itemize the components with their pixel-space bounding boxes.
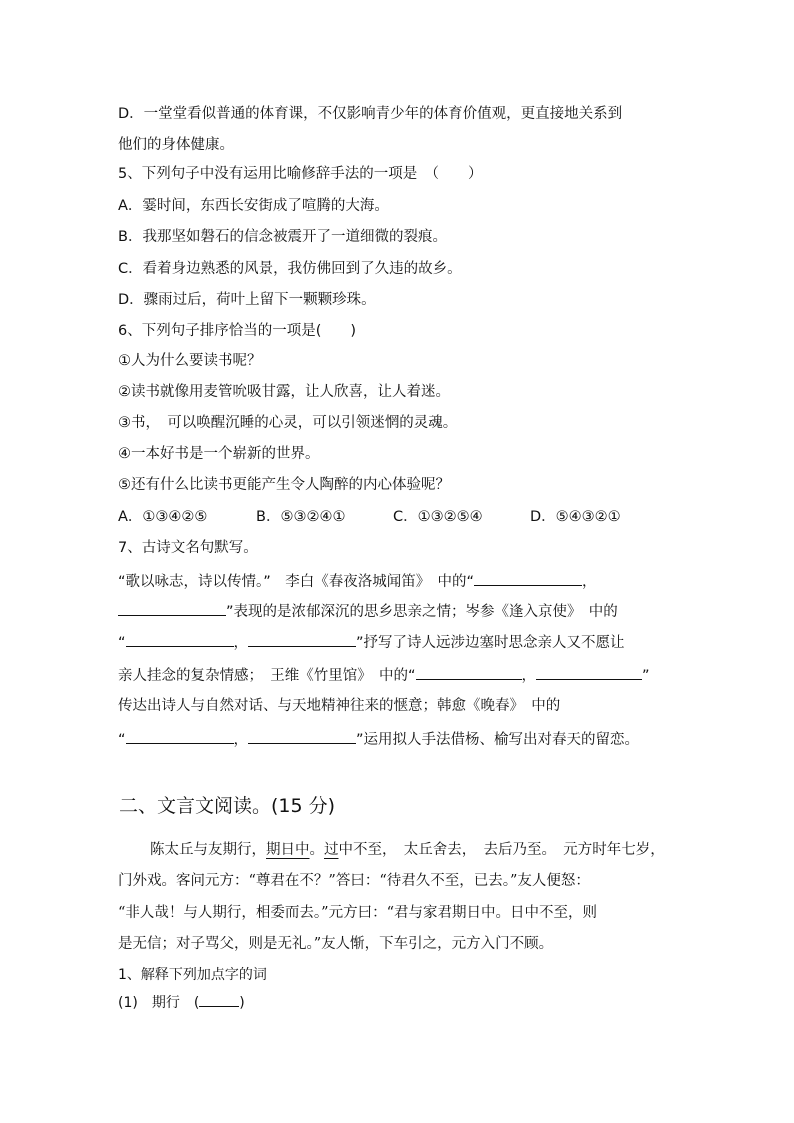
q7-line2 — [118, 601, 618, 622]
q7-line4-quote: ” — [642, 668, 650, 684]
passage-line3: “非人哉！与人期行，相委而去。”元方曰：“君与家君期日中。日中不至，则 — [118, 905, 597, 921]
sub-question-1-label: (1) 期行 ( — [118, 995, 200, 1011]
q7-line3 — [118, 632, 625, 653]
q7-line2-text: ”表现的是浓郁深沉的思乡思亲之情；岑参《逢入京使》 中的 — [226, 604, 618, 620]
q7-line6 — [118, 729, 639, 750]
passage-line1 — [150, 840, 665, 860]
q5-option-c: C．看着身边熟悉的风景，我仿佛回到了久违的故乡。 — [118, 261, 462, 277]
q4-option-d-line2: 他们的身体健康。 — [118, 137, 234, 153]
sub-question-1-stem: 1、解释下列加点字的词 — [118, 967, 267, 983]
answer-blank-5[interactable] — [416, 665, 522, 680]
q6-stem: 6、下列句子排序恰当的一项是( ) — [118, 323, 357, 339]
q6-choice-c: C．①③②⑤④ — [393, 509, 483, 525]
q6-choices — [118, 507, 621, 527]
q7-line5: 传达出诗人与自然对话、与天地精神往来的惬意；韩愈《晚春》 中的 — [118, 698, 561, 714]
q7-line3-comma: ， — [233, 635, 249, 651]
answer-blank-6[interactable] — [536, 665, 642, 680]
q7-stem: 7、古诗文名句默写。 — [118, 540, 258, 556]
passage-line2: 门外戏。客问元方：“尊君在不？”答曰：“待君久不至，已去。”友人便怒： — [118, 873, 590, 889]
passage-line1-a: 陈太丘与友期行， — [150, 842, 266, 858]
q6-sentence-3: ③书， 可以唤醒沉睡的心灵，可以引领迷惘的灵魂。 — [118, 415, 458, 431]
q7-line4-comma: ， — [521, 668, 537, 684]
q7-line4 — [118, 665, 650, 686]
answer-blank-4[interactable] — [248, 632, 356, 647]
q5-option-a: A．霎时间，东西长安街成了喧腾的大海。 — [118, 198, 389, 214]
section-heading: 二、文言文阅读。(15 分) — [119, 795, 336, 817]
answer-blank-2[interactable] — [118, 601, 226, 616]
q6-choice-b: B．⑤③②④① — [256, 509, 346, 525]
answer-blank-3[interactable] — [126, 632, 234, 647]
q6-sentence-4: ④一本好书是一个崭新的世界。 — [118, 446, 320, 462]
q6-sentence-5: ⑤还有什么比读书更能产生令人陶醉的内心体验呢？ — [118, 477, 450, 493]
passage-line4: 是无信；对子骂父，则是无礼。”友人惭，下车引之，元方入门不顾。 — [118, 936, 554, 952]
q5-option-b: B．我那坚如磐石的信念被震开了一道细微的裂痕。 — [118, 229, 447, 245]
q7-line4-text: 亲人挂念的复杂情感； 王维《竹里馆》 中的“ — [118, 668, 416, 684]
underlined-phrase-2: 过 — [324, 842, 339, 858]
q7-line1-text: “歌以咏志，诗以传情。” 李白《春夜洛城闻笛》 中的“ — [118, 574, 475, 590]
q7-line1 — [118, 571, 597, 592]
sub-question-1-item — [118, 992, 245, 1013]
q6-sentence-2: ②读书就像用麦管吮吸甘露，让人欣喜，让人着迷。 — [118, 384, 450, 400]
answer-blank-1[interactable] — [474, 571, 582, 586]
sub-question-1-close: ) — [239, 995, 245, 1011]
answer-blank-8[interactable] — [248, 729, 356, 744]
q7-line6-comma: ， — [233, 732, 249, 748]
q5-option-d: D．骤雨过后，荷叶上留下一颗颗珍珠。 — [118, 292, 376, 308]
underlined-phrase-1: 期日中 — [266, 842, 310, 858]
q4-option-d-line1: D．一堂堂看似普通的体育课，不仅影响青少年的体育价值观，更直接地关系到 — [118, 106, 623, 122]
q7-line3-text: ”抒写了诗人远涉边塞时思念亲人又不愿让 — [356, 635, 625, 651]
q6-sentence-1: ①人为什么要读书呢？ — [118, 353, 262, 369]
passage-line1-b: 。 — [309, 842, 324, 858]
q5-stem: 5、下列句子中没有运用比喻修辞手法的一项是 （ ） — [118, 166, 483, 182]
q6-choice-a: A．①③④②⑤ — [118, 509, 208, 525]
q7-line1-comma: ， — [582, 574, 597, 590]
q7-line6-text: ”运用拟人手法借杨、榆写出对春天的留恋。 — [356, 732, 640, 748]
passage-line1-c: 中不至， 太丘舍去， 去后乃至。 元方时年七岁， — [338, 842, 665, 858]
answer-blank-7[interactable] — [126, 729, 234, 744]
answer-blank-9[interactable] — [199, 992, 239, 1007]
q7-line3-quote: “ — [118, 635, 126, 651]
q6-choice-d: D．⑤④③②① — [530, 509, 621, 525]
q7-line6-quote: “ — [118, 732, 126, 748]
